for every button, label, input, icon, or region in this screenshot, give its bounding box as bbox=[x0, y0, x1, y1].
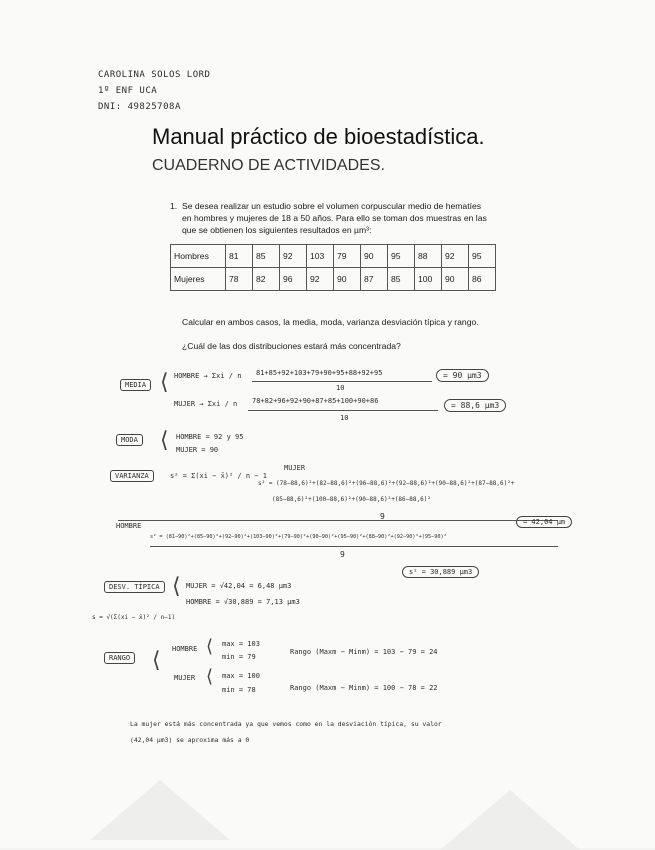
watermark-shape bbox=[90, 780, 230, 840]
table-cell: 88 bbox=[415, 245, 442, 268]
varianza-hombre-result: s² = 30,889 µm3 bbox=[402, 566, 479, 578]
table-row bbox=[171, 245, 496, 268]
rango-hombre-calc: Rango (Maxm − Minm) = 103 − 79 = 24 bbox=[290, 648, 438, 656]
media-mujer-lhs: MUJER → Σxi / n bbox=[174, 400, 238, 408]
rango-hombre-tag: HOMBRE bbox=[172, 645, 198, 653]
fraction-bar bbox=[150, 546, 558, 547]
varianza-mujer-result: = 42,04 µm bbox=[516, 516, 572, 528]
desv-tipica-label: DESV. TÍPICA bbox=[104, 581, 165, 593]
brace: ⟨ bbox=[172, 574, 181, 599]
brace: ⟨ bbox=[206, 666, 214, 687]
table-cell: 78 bbox=[226, 268, 253, 291]
table-cell: 85 bbox=[388, 268, 415, 291]
varianza-mujer-tag: MUJER bbox=[284, 464, 306, 472]
table-cell: 79 bbox=[334, 245, 361, 268]
moda-mujer: MUJER = 90 bbox=[176, 446, 219, 454]
table-cell: 92 bbox=[280, 245, 307, 268]
data-table bbox=[170, 244, 496, 291]
media-mujer-numerator: 78+82+96+92+90+87+85+100+90+86 bbox=[252, 397, 379, 405]
fraction-bar bbox=[252, 381, 432, 382]
table-cell: 87 bbox=[361, 268, 388, 291]
brace: ⟨ bbox=[206, 636, 214, 657]
table-cell: 95 bbox=[469, 245, 496, 268]
varianza-mujer-line-2: (85−88,6)²+(100−88,6)²+(90−88,6)²+(86−88,6)² bbox=[272, 496, 431, 503]
media-hombre-numerator: 81+85+92+103+79+90+95+88+92+95 bbox=[256, 369, 383, 377]
conclusion-line-2: (42,04 µm3) se aproxima más a 0 bbox=[130, 736, 250, 744]
table-row bbox=[171, 268, 496, 291]
varianza-mujer-denominator: 9 bbox=[380, 512, 385, 521]
instruction-2: ¿Cuál de las dos distribuciones estará más concentrada? bbox=[182, 341, 401, 351]
desv-hombre: HOMBRE = √30,889 = 7,13 µm3 bbox=[186, 598, 300, 606]
media-mujer-denominator: 10 bbox=[340, 414, 349, 422]
page-subtitle: CUADERNO DE ACTIVIDADES. bbox=[152, 157, 385, 174]
rango-hombre-max: max = 103 bbox=[222, 640, 260, 648]
moda-label: MODA bbox=[116, 434, 143, 446]
brace: ⟨ bbox=[152, 648, 161, 673]
student-dni: DNI: 49825708A bbox=[98, 102, 181, 112]
desv-formula: s = √(Σ(xi − x̄)² / n−1) bbox=[92, 614, 176, 621]
fraction-bar bbox=[118, 520, 558, 521]
brace: ⟨ bbox=[160, 370, 169, 395]
row-label: Hombres bbox=[171, 245, 226, 268]
table-cell: 92 bbox=[442, 245, 469, 268]
rango-hombre-min: min = 79 bbox=[222, 653, 256, 661]
media-label: MEDIA bbox=[120, 379, 151, 391]
table-cell: 95 bbox=[388, 245, 415, 268]
rango-label: RANGO bbox=[104, 652, 135, 664]
table-cell: 90 bbox=[442, 268, 469, 291]
question-line-1: Se desea realizar un estudio sobre el volumen corpuscular medio de hematíes bbox=[182, 201, 482, 211]
varianza-formula: s² = Σ(xi − x̄)² / n − 1 bbox=[170, 472, 267, 480]
table-cell: 96 bbox=[280, 268, 307, 291]
moda-hombre: HOMBRE = 92 y 95 bbox=[176, 433, 244, 441]
brace: ⟨ bbox=[160, 428, 169, 453]
conclusion-line-1: La mujer está más concentrada ya que vemos como en la desviación típica, su valor bbox=[130, 720, 442, 728]
student-course: 1º ENF UCA bbox=[98, 86, 158, 96]
table-cell: 103 bbox=[307, 245, 334, 268]
rango-mujer-max: max = 100 bbox=[222, 672, 260, 680]
media-hombre-result: = 90 µm3 bbox=[436, 369, 489, 382]
table-cell: 92 bbox=[307, 268, 334, 291]
varianza-hombre-tag: HOMBRE bbox=[116, 522, 142, 530]
desv-mujer: MUJER = √42,04 = 6,48 µm3 bbox=[186, 582, 292, 590]
rango-mujer-tag: MUJER bbox=[174, 674, 196, 682]
table-cell: 85 bbox=[253, 245, 280, 268]
table-cell: 82 bbox=[253, 268, 280, 291]
rango-mujer-calc: Rango (Maxm − Minm) = 100 − 78 = 22 bbox=[290, 684, 438, 692]
question-number: 1. bbox=[170, 201, 178, 211]
question-line-2: en hombres y mujeres de 18 a 50 años. Para ello se toman dos muestras en las bbox=[182, 213, 487, 223]
table-cell: 90 bbox=[334, 268, 361, 291]
question-line-3: que se obtienen los siguientes resultados en µm³: bbox=[182, 225, 372, 235]
media-hombre-denominator: 10 bbox=[336, 384, 345, 392]
fraction-bar bbox=[248, 410, 438, 411]
varianza-mujer-line-1: s² = (78−88,6)²+(82−88,6)²+(96−88,6)²+(92−88,6)²+(90−88,6)²+(87−88,6)²+ bbox=[258, 480, 515, 487]
student-name: CAROLINA SOLOS LORD bbox=[98, 70, 211, 80]
table-cell: 81 bbox=[226, 245, 253, 268]
varianza-hombre-denominator: 9 bbox=[340, 550, 345, 559]
media-mujer-result: = 88,6 µm3 bbox=[444, 399, 506, 412]
row-label: Mujeres bbox=[171, 268, 226, 291]
table-cell: 90 bbox=[361, 245, 388, 268]
rango-mujer-min: min = 78 bbox=[222, 686, 256, 694]
table-cell: 86 bbox=[469, 268, 496, 291]
varianza-hombre-line-1: s² = (81−90)²+(85−90)²+(92−90)²+(103−90)²+(79−90)²+(90−90)²+(95−90)²+(88−90)²+(92−90)²+(95−90)² bbox=[150, 534, 447, 540]
media-hombre-lhs: HOMBRE → Σxi / n bbox=[174, 372, 242, 380]
watermark-shape bbox=[440, 790, 580, 850]
table-cell: 100 bbox=[415, 268, 442, 291]
instruction-1: Calcular en ambos casos, la media, moda, varianza desviación típica y rango. bbox=[182, 317, 479, 327]
varianza-label: VARIANZA bbox=[110, 470, 154, 482]
page-title: Manual práctico de bioestadística. bbox=[152, 124, 485, 149]
